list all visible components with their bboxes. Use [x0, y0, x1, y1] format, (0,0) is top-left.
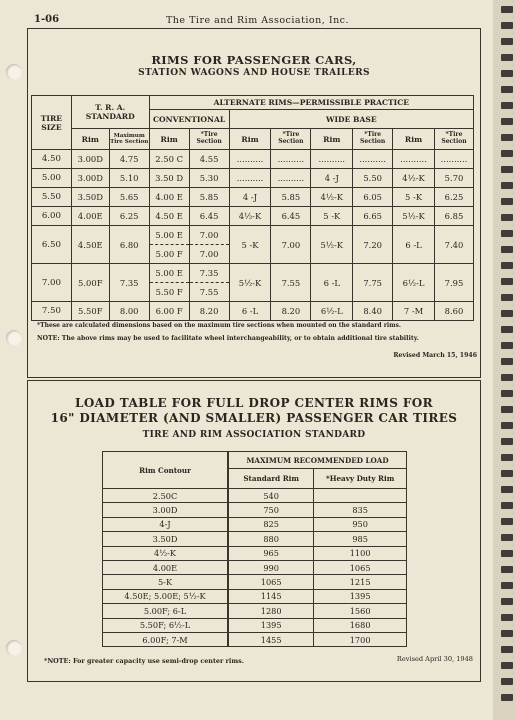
binder-tab [501, 54, 513, 61]
binder-tab [501, 518, 513, 525]
binder-tab [501, 182, 513, 189]
binder-tab [501, 390, 513, 397]
binder-tab [501, 294, 513, 301]
binder-tab [501, 438, 513, 445]
load-title-line2: 16" DIAMETER (AND SMALLER) PASSENGER CAR TIRES [50, 411, 458, 425]
binder-tab [501, 358, 513, 365]
table-row: 5.00 3.00D 5.10 3.50 D 5.30 .......... .......... 4 -J 5.50 4½-K 5.70 [32, 169, 474, 188]
load-revised-date: Revised April 30, 1948 [396, 655, 473, 663]
table-row: 4.50 3.00D 4.75 2.50 C 4.55 .......... .......... .......... .......... .......... .......... [32, 150, 474, 169]
binder-tab [501, 230, 513, 237]
binder-tab [501, 550, 513, 557]
page-number: 1-06 [34, 14, 60, 25]
table-row: 3.50D 880 985 [103, 532, 407, 546]
col-max-load: MAXIMUM RECOMMENDED LOAD [228, 452, 406, 469]
binder-tab [501, 310, 513, 317]
table-row: 5-K 1065 1215 [103, 575, 407, 589]
col-tire-size: TIRE SIZE [32, 96, 72, 150]
binder-tab [501, 678, 513, 685]
sub-rim: Rim [229, 129, 271, 150]
table-row: 4-J 825 950 [103, 517, 407, 531]
table-row: 3.00D 750 835 [103, 503, 407, 517]
table-row-continued: 5.50 F 7.55 [32, 283, 474, 302]
table-row: 4.00E 990 1065 [103, 560, 407, 574]
binder-tab [501, 502, 513, 509]
sub-tire-section: *Tire Section [189, 129, 229, 150]
load-subtitle: TIRE AND RIM ASSOCIATION STANDARD [142, 430, 366, 440]
col-tra-standard: T. R. A. STANDARD [71, 96, 149, 129]
binder-tab [501, 214, 513, 221]
binder-tab [501, 646, 513, 653]
binder-tab [501, 422, 513, 429]
binder-tab [501, 630, 513, 637]
sub-max-tire-section: Maximum Tire Section [109, 129, 149, 150]
binder-tab [501, 454, 513, 461]
punch-hole [6, 640, 22, 656]
col-conventional: CONVENTIONAL [149, 110, 229, 129]
binder-tab [501, 246, 513, 253]
binder-tab [501, 102, 513, 109]
table-row: 7.00 5.00F 7.35 5.00 E 7.35 5½-K 7.55 6 -L 7.75 6½-L 7.95 [32, 264, 474, 283]
binder-tab [501, 374, 513, 381]
table-row: 5.00F; 6-L 1280 1560 [103, 604, 407, 618]
binder-tab [501, 326, 513, 333]
col-alternate-rims: ALTERNATE RIMS—PERMISSIBLE PRACTICE [149, 96, 473, 110]
punch-hole [6, 330, 22, 346]
binder-tab [501, 342, 513, 349]
col-rim-contour: Rim Contour [103, 452, 229, 489]
table-row: 6.50 4.50E 6.80 5.00 E 7.00 5 -K 7.00 5½-K 7.20 6 -L 7.40 [32, 226, 474, 245]
binder-tab [501, 614, 513, 621]
sub-tire-section: *Tire Section [434, 129, 473, 150]
table-row: 4.50E; 5.00E; 5½-K 1145 1395 [103, 589, 407, 603]
sub-rim: Rim [71, 129, 109, 150]
binder-tab [501, 582, 513, 589]
sub-tire-section: *Tire Section [353, 129, 393, 150]
binder-tab [501, 150, 513, 157]
binder-tab [501, 70, 513, 77]
sub-rim: Rim [393, 129, 435, 150]
col-heavy-duty-rim: *Heavy Duty Rim [314, 469, 407, 489]
binder-tab [501, 534, 513, 541]
binder-tab [501, 598, 513, 605]
binder-tab [501, 694, 513, 701]
binder-tab [501, 166, 513, 173]
rims-subtitle: STATION WAGONS AND HOUSE TRAILERS [138, 68, 370, 78]
sub-rim: Rim [311, 129, 353, 150]
running-header: The Tire and Rim Association, Inc. [165, 15, 350, 26]
table-row: 7.50 5.50F 8.00 6.00 F 8.20 6 -L 8.20 6½-L 8.40 7 -M 8.60 [32, 302, 474, 321]
load-title-line1: LOAD TABLE FOR FULL DROP CENTER RIMS FOR [74, 396, 434, 410]
binder-tab [501, 470, 513, 477]
binder-tab [501, 86, 513, 93]
binder-tab [501, 6, 513, 13]
table-row: 6.00 4.00E 6.25 4.50 E 6.45 4½-K 6.45 5 -K 6.65 5½-K 6.85 [32, 207, 474, 226]
table-row: 4½-K 965 1100 [103, 546, 407, 560]
rims-revised-date: Revised March 15, 1946 [393, 352, 477, 359]
table-row: 5.50F; 6½-L 1395 1680 [103, 618, 407, 632]
binder-tab [501, 406, 513, 413]
binder-tab [501, 38, 513, 45]
binder-tab [501, 118, 513, 125]
table-row-continued: 5.00 F 7.00 [32, 245, 474, 264]
binder-tab [501, 134, 513, 141]
rims-note: NOTE: The above rims may be used to facilitate wheel interchangeability, or to obtain additional tire stability. [37, 335, 419, 342]
table-row: 6.00F; 7-M 1455 1700 [103, 632, 407, 646]
table-row: 2.50C 540 [103, 489, 407, 503]
col-wide-base: WIDE BASE [229, 110, 473, 129]
binder-tab [501, 278, 513, 285]
col-standard-rim: Standard Rim [228, 469, 314, 489]
binder-tab [501, 198, 513, 205]
binder-tab [501, 486, 513, 493]
binder-tab [501, 566, 513, 573]
load-note: *NOTE: For greater capacity use semi-drop center rims. [44, 657, 244, 665]
rims-footnote: *These are calculated dimensions based on the maximum tire sections when mounted on the standard rims. [37, 322, 401, 329]
load-table [102, 451, 407, 647]
table-row: 5.50 3.50D 5.65 4.00 E 5.85 4 -J 5.85 4½-K 6.05 5 -K 6.25 [32, 188, 474, 207]
sub-rim: Rim [149, 129, 189, 150]
rims-table [31, 95, 474, 321]
sub-tire-section: *Tire Section [271, 129, 311, 150]
rims-title: RIMS FOR PASSENGER CARS, [151, 53, 357, 67]
punch-hole [6, 64, 22, 80]
binder-tab [501, 662, 513, 669]
binder-tab [501, 262, 513, 269]
